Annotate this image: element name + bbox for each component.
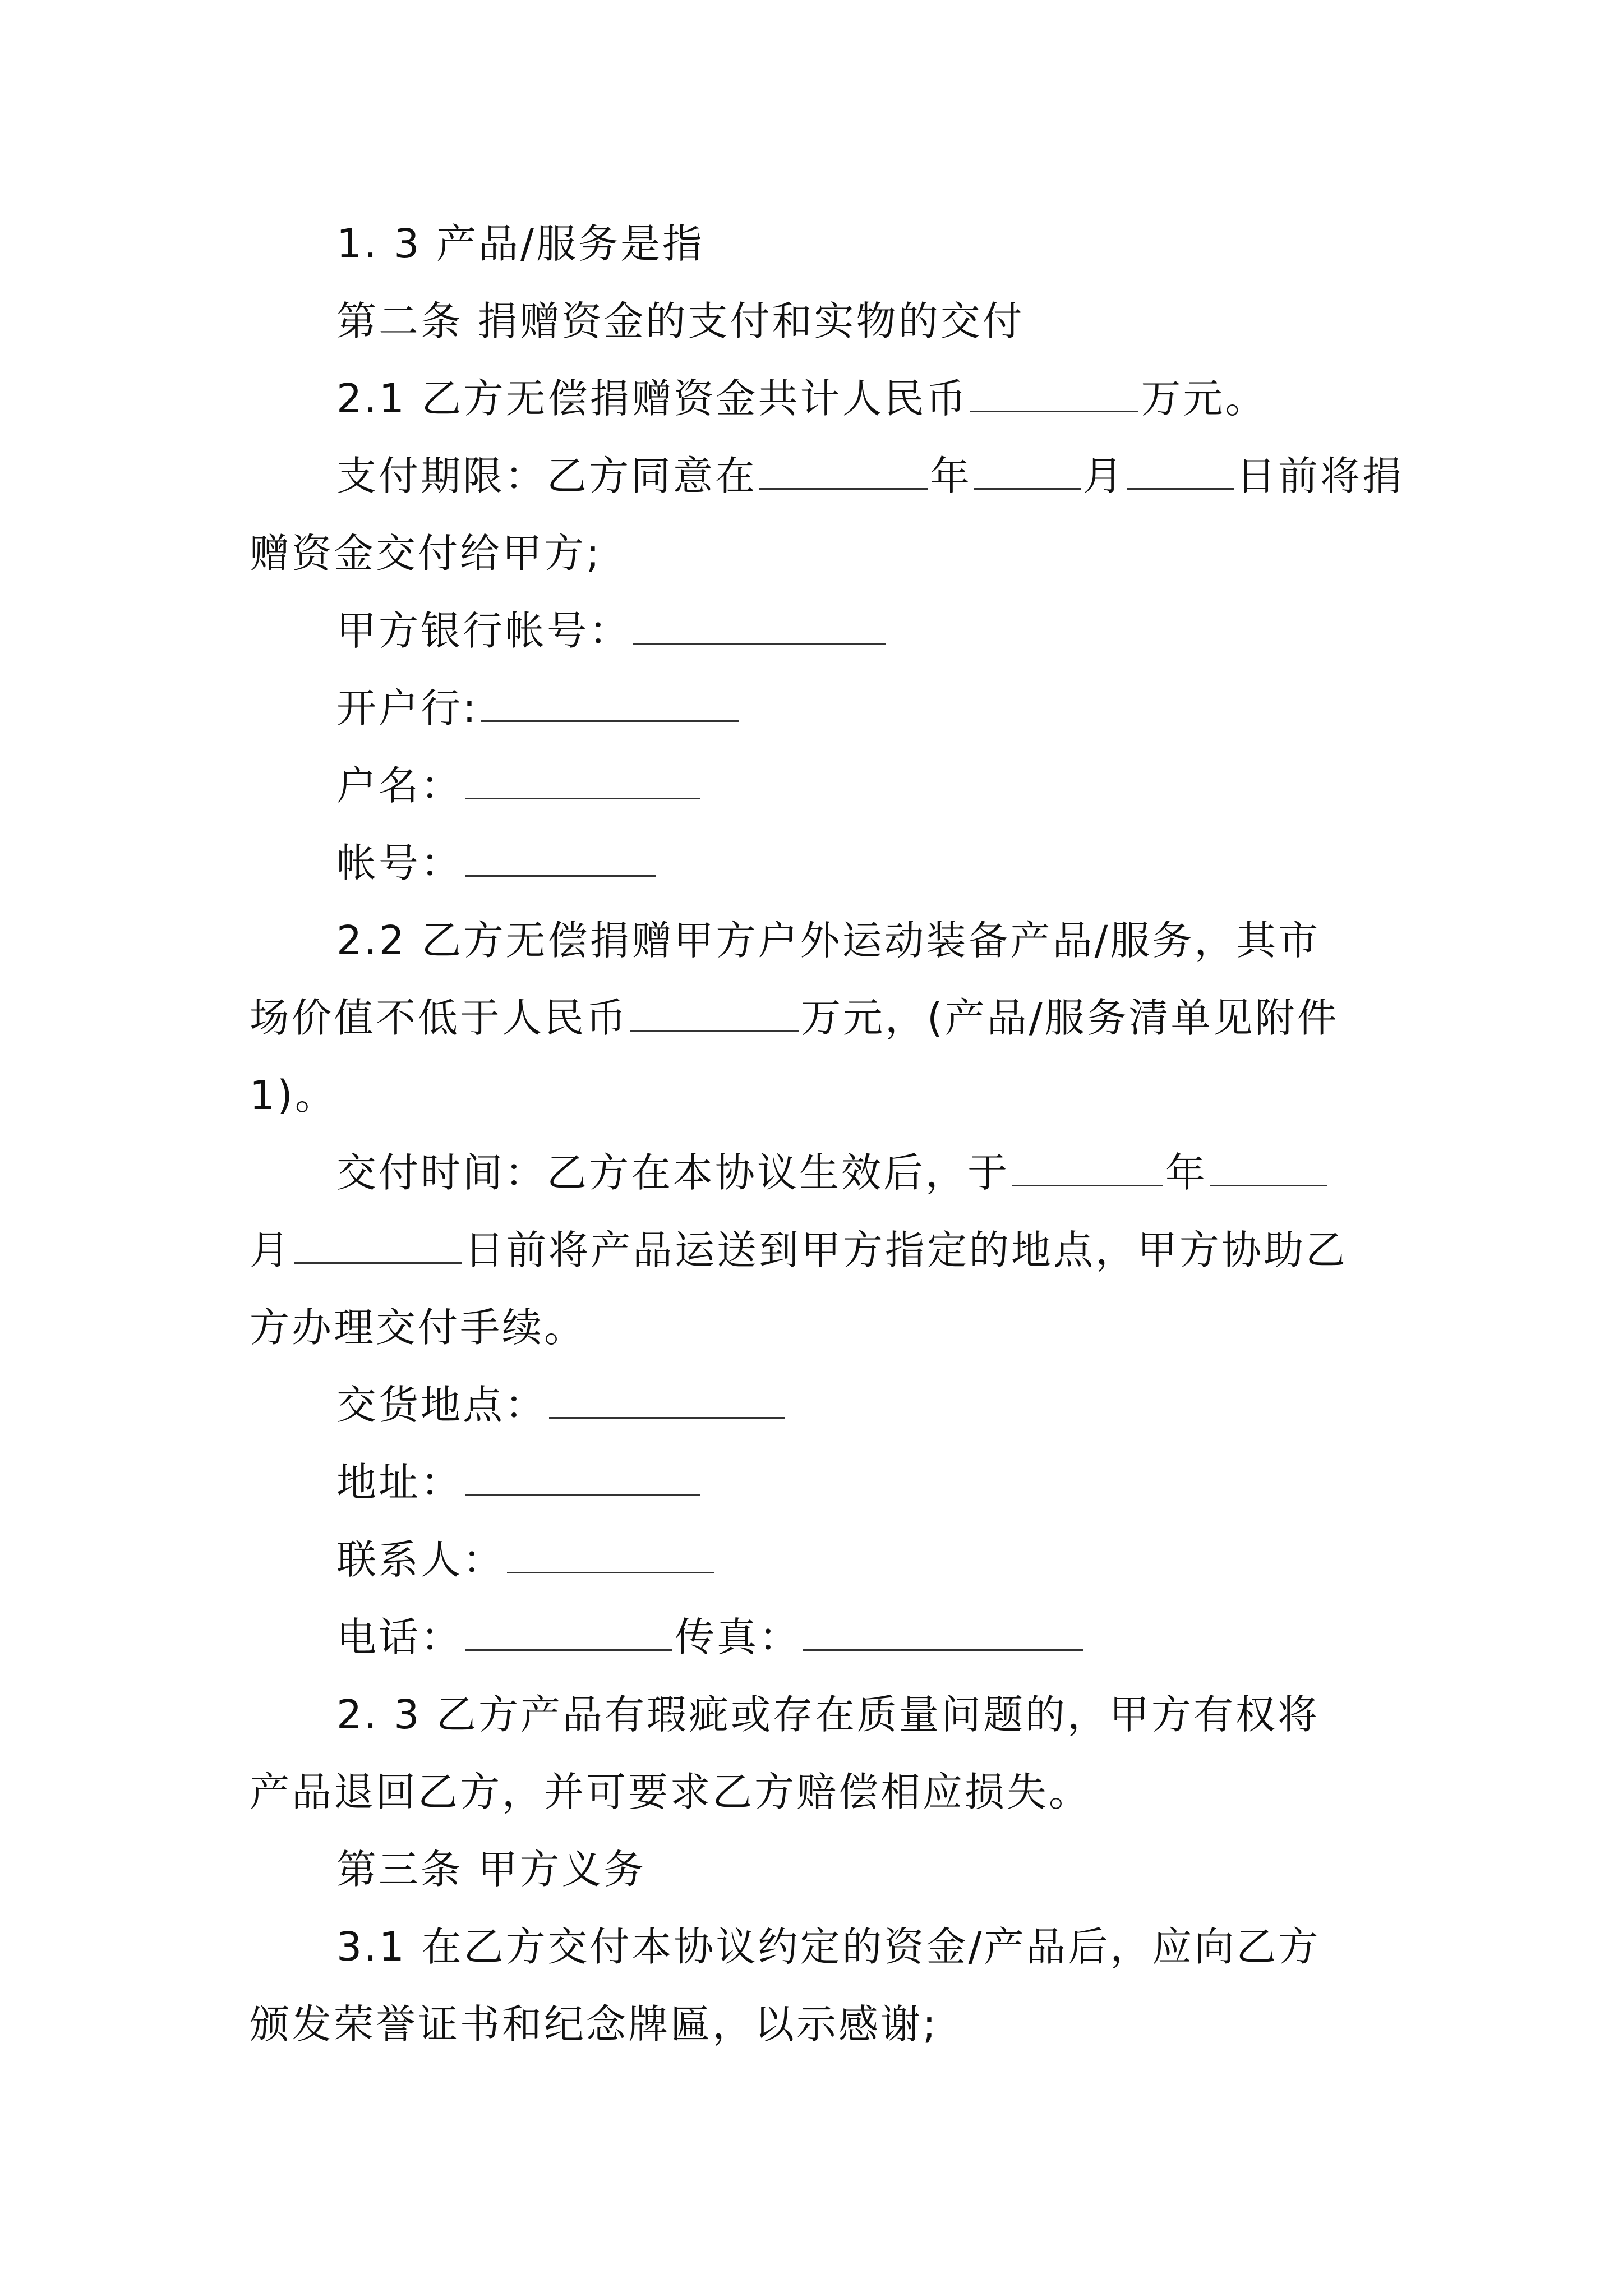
- bank-branch-blank[interactable]: [481, 687, 739, 722]
- field-label: 地址：: [336, 1459, 463, 1506]
- clause-text: 月: [250, 1227, 292, 1273]
- field-label: 甲方银行帐号：: [336, 608, 631, 654]
- account-name-blank[interactable]: [465, 764, 700, 799]
- clause-text: 月: [1083, 453, 1126, 499]
- clause-text: 产品退回乙方，并可要求乙方赔偿相应损失。: [250, 1769, 1091, 1815]
- account-number-row: [336, 835, 658, 891]
- delivery-month-blank-part[interactable]: [1210, 1151, 1327, 1186]
- clause-text: 万元，(产品/服务清单见附件: [801, 995, 1339, 1041]
- address-blank[interactable]: [465, 1461, 700, 1496]
- phone-fax-row: [336, 1609, 1086, 1665]
- article-2-heading: [336, 293, 1025, 349]
- field-label: 电话：: [336, 1614, 463, 1660]
- clause-2-2-cont2: [250, 1068, 337, 1124]
- contact-blank[interactable]: [507, 1538, 714, 1573]
- clause-text: 1. 3 产品/服务是指: [336, 220, 704, 267]
- field-label: 交货地点：: [336, 1382, 547, 1428]
- delivery-time-cont2: [250, 1300, 586, 1356]
- clause-3-1: [336, 1919, 1320, 1975]
- fax-blank[interactable]: [803, 1616, 1083, 1651]
- clause-2-3-cont: [250, 1764, 1091, 1820]
- field-label: 户名：: [336, 762, 463, 809]
- clause-text: 2. 3 乙方产品有瑕疵或存在质量问题的，甲方有权将: [336, 1691, 1320, 1738]
- clause-text: 日前将产品运送到甲方指定的地点，甲方协助乙: [464, 1227, 1348, 1273]
- value-blank[interactable]: [630, 996, 799, 1032]
- clause-text: 3.1 在乙方交付本协议约定的资金/产品后，应向乙方: [336, 1924, 1321, 1970]
- clause-text: 场价值不低于人民币: [250, 995, 629, 1041]
- article-3-heading: [336, 1842, 646, 1898]
- delivery-place-blank[interactable]: [549, 1383, 785, 1419]
- clause-text: 2.2 乙方无偿捐赠甲方户外运动装备产品/服务，其市: [336, 917, 1321, 964]
- amount-blank[interactable]: [970, 377, 1138, 412]
- clause-text: 赠资金交付给甲方;: [250, 530, 602, 577]
- bank-account-row: [336, 603, 888, 659]
- heading-text: 第二条 捐赠资金的支付和实物的交付: [336, 298, 1025, 344]
- clause-text: 2.1 乙方无偿捐赠资金共计人民币: [336, 375, 969, 422]
- delivery-place-row: [336, 1377, 787, 1433]
- address-row: [336, 1455, 703, 1511]
- payment-deadline: [336, 448, 1404, 504]
- contact-row: [336, 1532, 717, 1588]
- month-blank[interactable]: [974, 454, 1081, 490]
- field-label: 联系人：: [336, 1536, 505, 1583]
- account-name-row: [336, 758, 703, 814]
- bank-account-blank[interactable]: [633, 609, 886, 645]
- delivery-year-blank[interactable]: [1012, 1151, 1163, 1186]
- payment-deadline-cont: [250, 526, 602, 582]
- delivery-day-blank[interactable]: [294, 1228, 462, 1264]
- clause-text: 1)。: [250, 1072, 337, 1119]
- clause-1-3: [336, 216, 704, 272]
- day-blank[interactable]: [1127, 454, 1234, 490]
- clause-2-2-cont: [250, 990, 1339, 1046]
- phone-blank[interactable]: [465, 1616, 672, 1651]
- clause-text: 万元。: [1141, 375, 1267, 422]
- field-label: 帐号：: [336, 840, 463, 886]
- clause-text: 方办理交付手续。: [250, 1304, 587, 1351]
- clause-text: 颁发荣誉证书和纪念牌匾，以示感谢;: [250, 2001, 938, 2047]
- clause-2-2: [336, 913, 1320, 969]
- year-blank[interactable]: [759, 454, 928, 490]
- clause-text: 交付时间：乙方在本协议生效后，于: [336, 1149, 1010, 1196]
- clause-text: 年: [1165, 1149, 1208, 1196]
- heading-text: 第三条 甲方义务: [336, 1846, 646, 1893]
- field-label: 传真：: [675, 1614, 801, 1660]
- clause-2-3: [336, 1687, 1320, 1743]
- delivery-time: [336, 1145, 1330, 1201]
- clause-3-1-cont: [250, 1996, 938, 2053]
- clause-2-1: [336, 371, 1267, 427]
- clause-text: 日前将捐: [1236, 453, 1405, 499]
- field-label: 开户行:: [336, 685, 478, 731]
- clause-text: 年: [930, 453, 972, 499]
- delivery-time-cont: [250, 1222, 1348, 1278]
- account-number-blank[interactable]: [465, 841, 656, 877]
- clause-text: 支付期限：乙方同意在: [336, 453, 758, 499]
- bank-branch-row: [336, 680, 741, 737]
